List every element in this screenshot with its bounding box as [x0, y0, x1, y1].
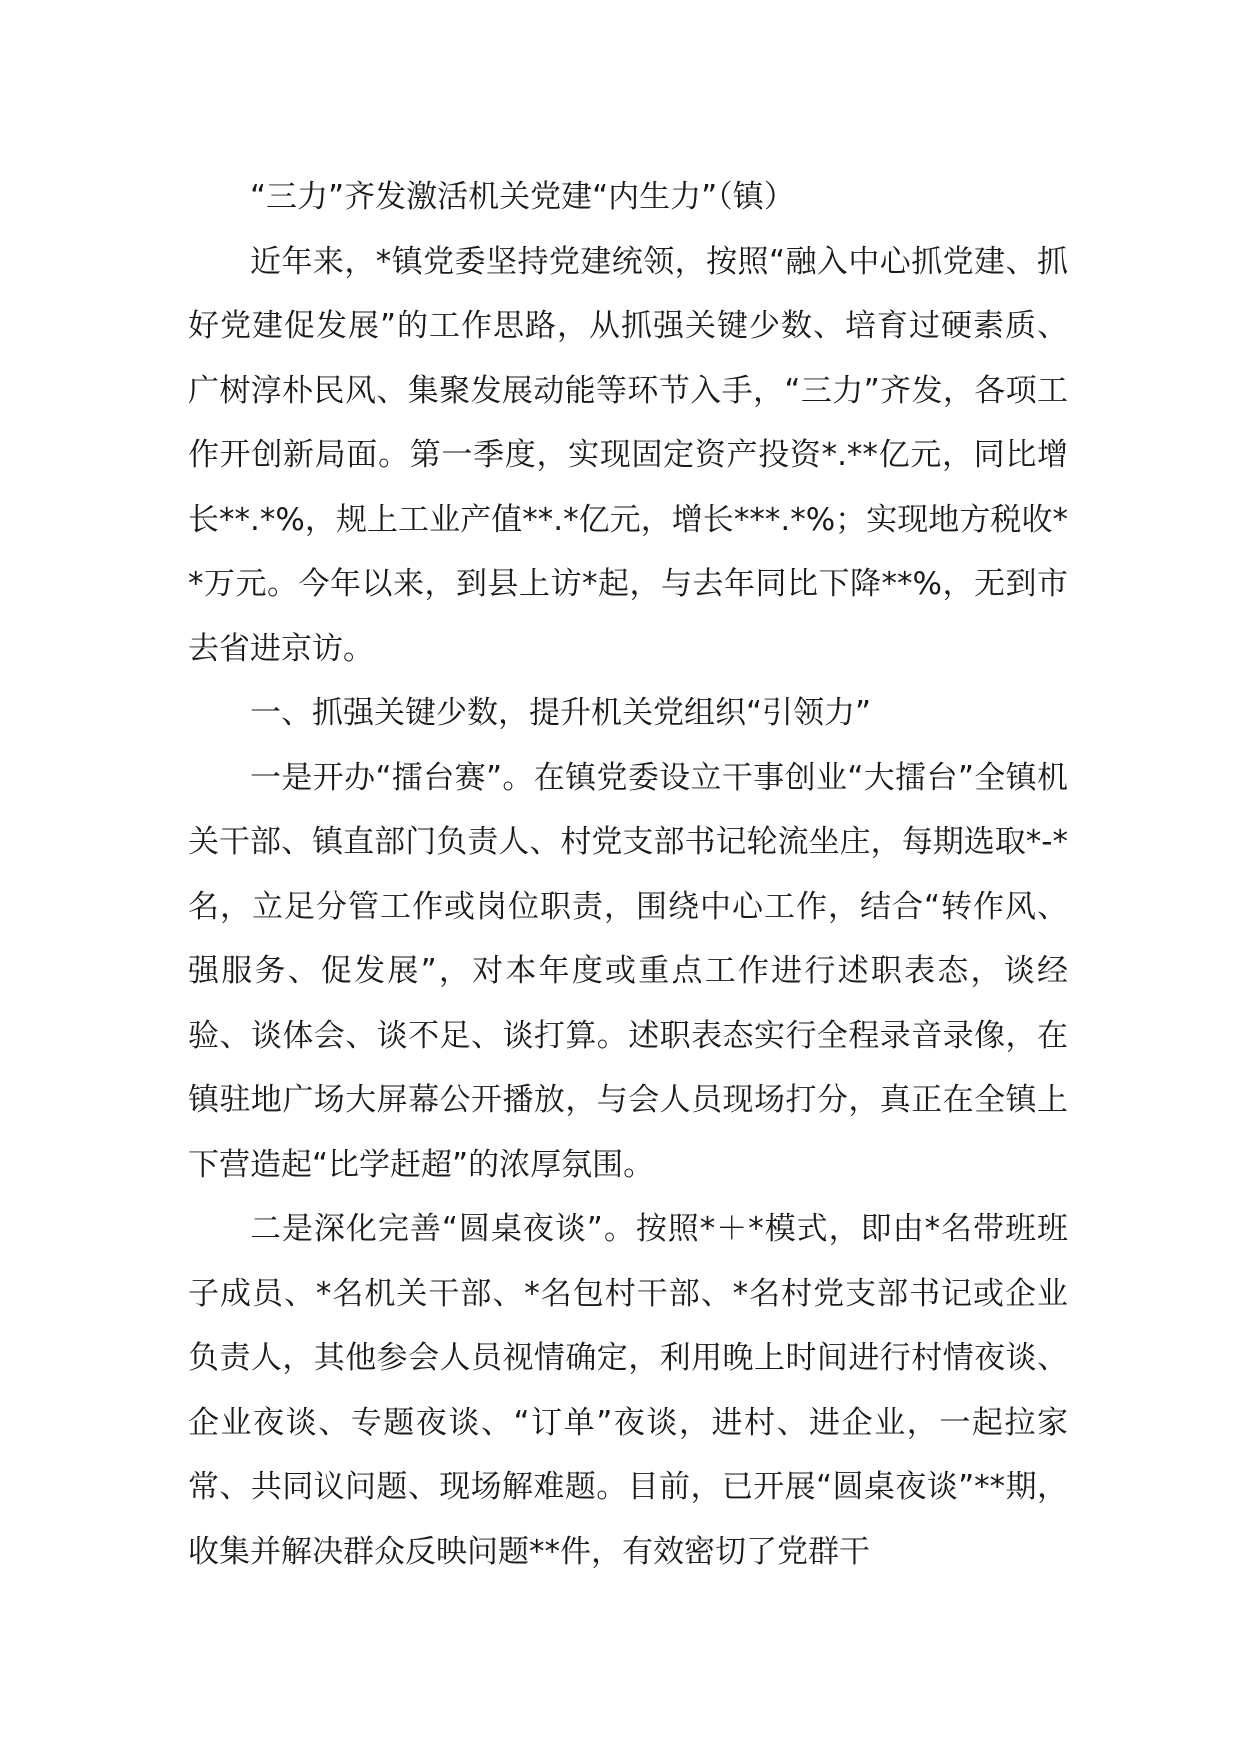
section-heading-1: 一、抓强关键少数，提升机关党组织“引领力”: [250, 695, 872, 731]
document-title: “三力”齐发激活机关党建“内生力”（镇）: [250, 179, 795, 215]
paragraph-yuanzhuo: 二是深化完善“圆桌夜谈”。按照*＋*模式，即由*名带班班子成员、*名机关干部、*名包村干部、*名村党支部书记或企业负责人，其他参会人员视情确定，利用晚上时间进行村情夜谈、企业夜谈、专题夜谈、“订单”夜谈，进村、进企业，一起拉家常、共同议问题、现场解难题。目前，已开展“圆桌夜谈”**期，收集并解决群众反映问题**件，有效密切了党群干: [188, 1211, 1068, 1570]
paragraph-leitai: 一是开办“擂台赛”。在镇党委设立干事创业“大擂台”全镇机关干部、镇直部门负责人、村党支部书记轮流坐庄，每期选取*-*名，立足分管工作或岗位职责，围绕中心工作，结合“转作风、强服务、促发展”，对本年度或重点工作进行述职表态，谈经验、谈体会、谈不足、谈打算。述职表态实行全程录音录像，在镇驻地广场大屏幕公开播放，与会人员现场打分，真正在全镇上下营造起“比学赶超”的浓厚氛围。: [188, 759, 1068, 1183]
document-body: [188, 165, 1068, 1584]
paragraph-intro: 近年来，*镇党委坚持党建统领，按照“融入中心抓党建、抓好党建促发展”的工作思路，从抓强关键少数、培育过硬素质、广树淳朴民风、集聚发展动能等环节入手，“三力”齐发，各项工作开创新局面。第一季度，实现固定资产投资*.**亿元，同比增长**.*%，规上工业产值**.*亿元，增长***.*%；实现地方税收**万元。今年以来，到县上访*起，与去年同比下降**%，无到市去省进京访。: [188, 243, 1068, 667]
